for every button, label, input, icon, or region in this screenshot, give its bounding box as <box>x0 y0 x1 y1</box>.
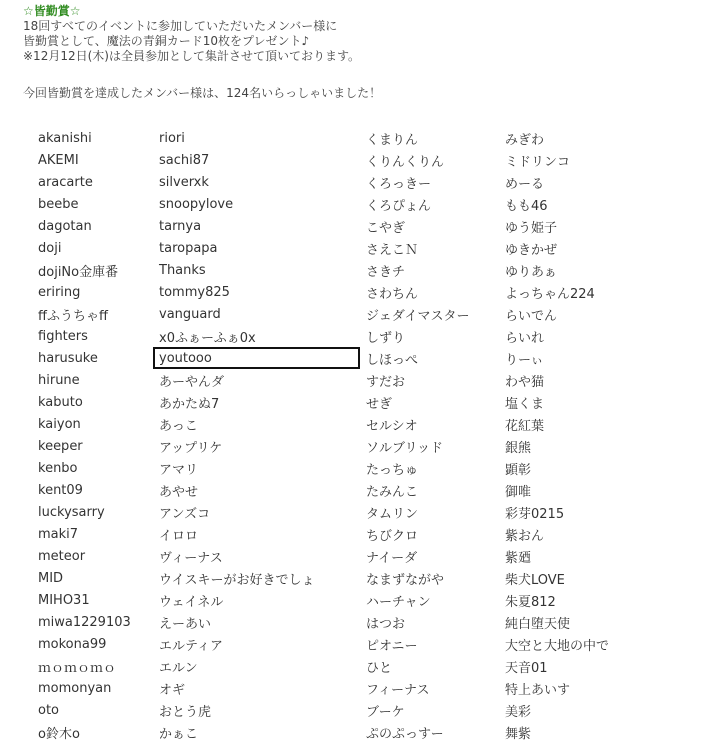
member-cell[interactable]: eriring <box>38 284 81 300</box>
member-cell[interactable]: ゆう姫子 <box>505 220 558 236</box>
table-row <box>32 347 679 369</box>
table-row <box>32 523 679 545</box>
table-row <box>32 215 679 237</box>
member-cell[interactable]: fighters <box>38 328 88 344</box>
member-cell[interactable]: めーる <box>505 176 545 192</box>
member-cell[interactable]: tommy825 <box>159 284 230 300</box>
member-cell[interactable]: ブーケ <box>366 704 405 720</box>
member-cell[interactable]: momonyan <box>38 680 112 696</box>
member-cell[interactable]: 天音01 <box>505 660 548 676</box>
member-cell[interactable]: しずり <box>366 330 406 346</box>
table-row <box>32 237 679 259</box>
member-cell[interactable]: ヴィーナス <box>159 550 223 566</box>
member-cell[interactable]: o鈴木o <box>38 726 80 742</box>
member-cell[interactable]: sachi87 <box>159 152 210 168</box>
table-row <box>32 413 679 435</box>
member-cell[interactable]: あかたぬ7 <box>159 396 220 412</box>
member-cell[interactable]: dagotan <box>38 218 92 234</box>
member-cell[interactable]: かぁこ <box>159 726 199 742</box>
member-cell[interactable]: x0ふぁーふぁ0x <box>159 330 256 346</box>
header <box>23 3 703 64</box>
table-row <box>32 171 679 193</box>
member-cell[interactable]: oto <box>38 702 60 718</box>
member-cell[interactable]: 花紅葉 <box>505 418 545 434</box>
member-table <box>32 127 679 743</box>
table-row <box>32 699 679 721</box>
member-cell[interactable]: エルティア <box>159 638 223 654</box>
member-cell[interactable]: ぷのぷっすー <box>366 726 444 742</box>
award-title: ☆皆勤賞☆ <box>23 4 81 18</box>
member-cell[interactable]: dojiNo金庫番 <box>38 264 119 280</box>
member-cell[interactable]: さわちん <box>366 286 419 302</box>
member-cell[interactable]: ハーチャン <box>366 594 431 610</box>
member-cell[interactable]: ｍｏｍｏｍｏ <box>38 660 117 676</box>
member-cell[interactable]: くまりん <box>366 132 419 148</box>
member-cell[interactable]: 紫廼 <box>505 550 532 566</box>
member-cell[interactable]: akanishi <box>38 130 92 146</box>
member-cell[interactable]: ウイスキーがお好きでしょ <box>159 572 315 588</box>
member-cell[interactable]: ひと <box>366 660 393 676</box>
selected-cell[interactable]: youtooo <box>153 347 360 369</box>
table-row <box>32 501 679 523</box>
member-cell[interactable]: kenbo <box>38 460 78 476</box>
member-cell[interactable]: なまずながや <box>366 572 445 588</box>
table-row <box>32 149 679 171</box>
member-cell[interactable]: ソルブリッド <box>366 440 443 456</box>
member-cell[interactable]: ナイーダ <box>366 550 418 566</box>
member-cell[interactable]: kaiyon <box>38 416 81 432</box>
member-cell[interactable]: 顕彰 <box>505 462 532 478</box>
member-cell[interactable]: riori <box>159 130 185 146</box>
member-cell[interactable]: フィーナス <box>366 682 430 698</box>
table-row <box>32 259 679 281</box>
member-cell[interactable]: 塩くま <box>505 396 545 412</box>
intro-line: 皆勤賞として、魔法の青銅カード10枚をプレゼント♪ <box>23 34 310 48</box>
summary-text: 今回皆勤賞を達成したメンバー様は、124名いらっしゃいました！ <box>23 86 382 100</box>
member-cell[interactable]: りーぃ <box>505 352 544 368</box>
member-cell[interactable]: よっちゃん224 <box>505 286 595 302</box>
member-cell[interactable]: あやせ <box>159 484 199 500</box>
member-cell[interactable]: ちびクロ <box>366 528 419 544</box>
member-cell[interactable]: アンズコ <box>159 506 211 522</box>
member-cell[interactable]: miwa1229103 <box>38 614 131 630</box>
member-cell[interactable]: 紫おん <box>505 528 545 544</box>
member-cell[interactable]: 美彩 <box>505 704 532 720</box>
member-cell[interactable]: ゆりあぁ <box>505 264 557 280</box>
member-cell[interactable]: 銀熊 <box>505 440 532 456</box>
member-cell[interactable]: もも46 <box>505 198 548 214</box>
member-cell[interactable]: 舞紫 <box>505 726 532 742</box>
member-cell[interactable]: たっちゅ <box>366 462 419 478</box>
table-row <box>32 193 679 215</box>
member-cell[interactable]: harusuke <box>38 350 98 366</box>
member-cell[interactable]: ピオニー <box>366 638 418 654</box>
table-row <box>32 677 679 699</box>
member-cell[interactable]: こやぎ <box>366 220 406 236</box>
member-cell[interactable]: luckysarry <box>38 504 105 520</box>
member-cell[interactable]: 純白堕天使 <box>505 616 571 632</box>
member-cell[interactable]: しほっぺ <box>366 352 419 368</box>
member-cell[interactable]: kent09 <box>38 482 83 498</box>
intro-line: ※12月12日(木)は全員参加として集計させて頂いております。 <box>23 49 360 63</box>
member-cell[interactable]: みぎわ <box>505 132 545 148</box>
member-cell[interactable]: AKEMI <box>38 152 79 168</box>
member-cell[interactable]: MIHO31 <box>38 592 90 608</box>
member-cell[interactable]: アマリ <box>159 462 199 478</box>
member-cell[interactable]: たみんこ <box>366 484 419 500</box>
table-row <box>32 391 679 413</box>
member-cell[interactable]: 御唯 <box>505 484 532 500</box>
member-cell[interactable]: vanguard <box>159 306 221 322</box>
member-cell[interactable]: すだお <box>366 374 406 390</box>
member-cell[interactable]: meteor <box>38 548 86 564</box>
member-cell[interactable]: doji <box>38 240 62 256</box>
member-cell[interactable]: beebe <box>38 196 79 212</box>
member-cell[interactable]: ffふうちゃff <box>38 308 108 324</box>
member-cell[interactable]: taropapa <box>159 240 218 256</box>
table-row <box>32 303 679 325</box>
member-cell[interactable]: エルン <box>159 660 198 676</box>
member-cell[interactable]: さえこＮ <box>366 242 419 258</box>
member-cell[interactable]: hirune <box>38 372 80 388</box>
member-cell[interactable]: えーあい <box>159 616 212 632</box>
table-row <box>32 545 679 567</box>
table-row <box>32 479 679 501</box>
member-cell[interactable]: らいでん <box>505 308 558 324</box>
member-cell[interactable]: kabuto <box>38 394 83 410</box>
member-cell[interactable]: aracarte <box>38 174 93 190</box>
member-cell[interactable]: アップリケ <box>159 440 223 456</box>
member-cell[interactable]: maki7 <box>38 526 79 542</box>
member-cell[interactable]: ウェイネル <box>159 594 224 610</box>
member-cell[interactable]: イロロ <box>159 528 199 544</box>
member-cell[interactable]: わや猫 <box>505 374 545 390</box>
member-cell[interactable]: 柴犬LOVE <box>505 572 565 588</box>
member-cell[interactable]: さきチ <box>366 264 406 280</box>
table-row <box>32 655 679 677</box>
member-cell[interactable]: snoopylove <box>159 196 234 212</box>
member-cell[interactable]: Thanks <box>159 262 206 278</box>
table-row <box>32 127 679 149</box>
table-row <box>32 369 679 391</box>
member-cell[interactable]: セルシオ <box>366 418 418 434</box>
member-cell[interactable]: ミドリンコ <box>505 154 571 170</box>
table-row <box>32 611 679 633</box>
member-cell[interactable]: 彩芽0215 <box>505 506 565 522</box>
member-cell[interactable]: silverxk <box>159 174 209 190</box>
member-cell[interactable]: ジェダイマスター <box>366 308 470 324</box>
member-cell[interactable]: くりんくりん <box>366 154 445 170</box>
member-cell[interactable]: keeper <box>38 438 83 454</box>
member-cell[interactable]: tarnya <box>159 218 202 234</box>
intro-line: 18回すべてのイベントに参加していただいたメンバー様に <box>23 19 338 33</box>
member-cell[interactable]: くろっきー <box>366 176 432 192</box>
member-cell[interactable]: mokona99 <box>38 636 107 652</box>
member-cell[interactable]: あっこ <box>159 418 198 434</box>
member-cell[interactable]: MID <box>38 570 64 586</box>
table-row <box>32 567 679 589</box>
member-cell[interactable]: 朱夏812 <box>505 594 556 610</box>
member-cell[interactable]: ゆきかぜ <box>505 242 558 258</box>
member-cell[interactable]: らいれ <box>505 330 545 346</box>
table-row <box>32 633 679 655</box>
member-cell[interactable]: あーやんダ <box>159 374 225 390</box>
member-cell[interactable]: 特上あいす <box>505 682 571 698</box>
table-row <box>32 435 679 457</box>
member-cell[interactable]: はつお <box>366 616 406 632</box>
table-row <box>32 457 679 479</box>
member-cell[interactable]: せぎ <box>366 396 393 412</box>
table-row <box>32 325 679 347</box>
member-cell[interactable]: 大空と大地の中で <box>505 638 610 654</box>
table-row <box>32 281 679 303</box>
table-row <box>32 589 679 611</box>
member-cell[interactable]: タムリン <box>366 506 419 522</box>
member-cell[interactable]: くろぴょん <box>366 198 432 214</box>
member-cell[interactable]: おとう虎 <box>159 704 212 720</box>
table-row <box>32 721 679 743</box>
member-cell[interactable]: オギ <box>159 682 186 698</box>
